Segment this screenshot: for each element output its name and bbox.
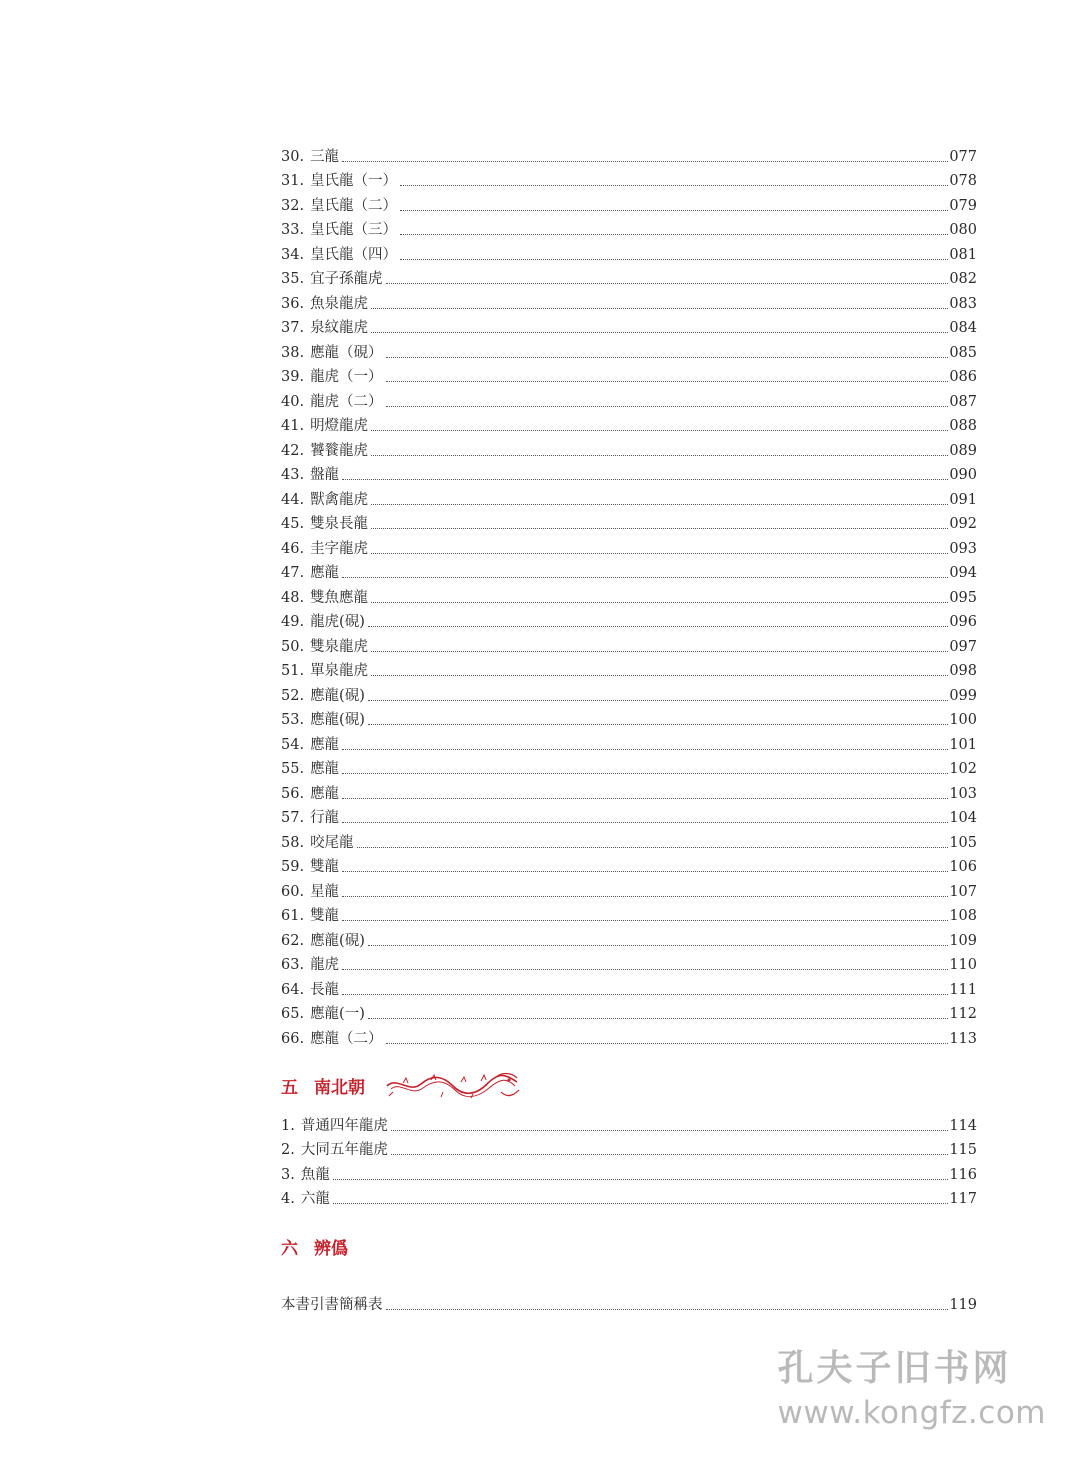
toc-entry [281,754,977,779]
toc-entry-title: 長龍 [310,981,340,998]
toc-entry-number: 63. [281,957,305,973]
dot-leader [342,871,948,872]
toc-entry-title: 應龍 [310,761,340,777]
dot-leader [333,1203,948,1204]
dot-leader [386,406,949,407]
toc-entry-number: 38. [281,344,305,361]
toc-entry-number: 45. [281,516,305,532]
toc-entry-page: 114 [949,1117,977,1134]
dot-leader [391,1130,948,1131]
toc-entry [281,264,977,289]
toc-entry-number: 54. [281,736,305,753]
toc-entry-page: 103 [949,785,977,802]
toc-entry-page: 080 [949,222,977,238]
toc-entry-page: 099 [949,687,977,704]
dot-leader [342,479,948,480]
toc-entry-number: 66. [281,1030,305,1047]
toc-entry-title: 雙龍 [310,859,340,875]
toc-list-main [281,141,977,1048]
dot-leader [371,528,948,529]
toc-entry-number: 30. [281,148,305,165]
toc-entry [281,509,977,534]
toc-entry-title: 龍虎(硯) [310,614,365,630]
toc-entry-number: 49. [281,614,305,630]
toc-entry-title: 應龍(硯) [310,687,365,704]
toc-entry-page: 082 [949,271,977,287]
toc-entry-title: 星龍 [310,883,340,900]
toc-entry-number: 65. [281,1006,305,1022]
toc-entry-number: 58. [281,834,305,851]
toc-entry-page: 112 [949,1006,977,1022]
toc-entry-title: 龍虎（二） [310,393,383,410]
toc-entry-page: 100 [949,712,977,728]
toc-entry-number: 35. [281,271,305,287]
toc-entry [281,631,977,656]
toc-entry [281,288,977,313]
toc-entry-page: 087 [949,393,977,410]
dot-leader [368,945,948,946]
toc-entry [281,558,977,583]
toc-entry-title: 應龍(一) [310,1006,365,1022]
toc-entry [281,656,977,681]
toc-entry-page: 081 [949,246,977,263]
toc-entry-page: 111 [949,981,977,998]
toc-entry-page: 093 [949,540,977,557]
toc-entry-page: 101 [949,736,977,753]
toc-entry-page: 108 [949,908,977,924]
dot-leader [371,504,948,505]
toc-entry-number: 50. [281,638,305,655]
toc-entry-page: 102 [949,761,977,777]
toc-entry-page: 091 [949,491,977,508]
toc-entry-number: 47. [281,565,305,581]
toc-entry-page: 119 [949,1296,977,1313]
dot-leader [342,994,948,995]
dot-leader [371,308,948,309]
toc-entry-page: 096 [949,614,977,630]
section-title: 南北朝 [314,1077,365,1098]
toc-entry [281,1184,977,1209]
toc-entry-title: 本書引書簡稱表 [281,1296,383,1313]
toc-entry [281,362,977,387]
dot-leader [342,798,948,799]
toc-entry-number: 61. [281,908,305,924]
toc-entry-page: 105 [949,834,977,851]
toc-entry-title: 魚龍 [300,1166,330,1183]
dot-leader [368,626,948,627]
toc-entry-number: 32. [281,197,305,214]
dot-leader [333,1179,948,1180]
toc-entry-title: 皇氏龍（四） [310,246,398,263]
dot-leader [342,773,948,774]
dot-leader [368,724,948,725]
toc-entry-number: 2. [281,1142,295,1158]
toc-entry [281,729,977,754]
dot-leader [371,675,948,676]
toc-entry-page: 098 [949,663,977,679]
toc-entry-title: 應龍 [310,785,340,802]
toc-entry [281,950,977,975]
toc-entry [281,337,977,362]
toc-entry [281,925,977,950]
dot-leader [368,1018,948,1019]
toc-entry-page: 107 [949,883,977,900]
toc-entry-number: 4. [281,1191,295,1207]
toc-entry-title: 行龍 [310,810,340,826]
toc-entry-number: 59. [281,859,305,875]
toc-entry-title: 明燈龍虎 [310,418,369,434]
toc-entry [281,680,977,705]
toc-entry-title: 咬尾龍 [310,834,354,851]
toc-entry-number: 51. [281,663,305,679]
toc-entry-number: 42. [281,442,305,459]
toc-entry-title: 龍虎 [310,957,340,973]
toc-entry [281,239,977,264]
toc-entry-page: 109 [949,932,977,949]
toc-entry [281,141,977,166]
toc-entry-page: 116 [949,1166,977,1183]
toc-entry-title: 普通四年龍虎 [300,1117,388,1134]
toc-entry-page: 083 [949,295,977,312]
watermark-url: www.kongfz.com [777,1395,1046,1431]
dot-leader [342,161,948,162]
watermark-name: 孔夫子旧书网 [777,1348,1012,1389]
toc-entry-page: 095 [949,589,977,606]
toc-entry-number: 41. [281,418,305,434]
toc-entry-page: 078 [949,173,977,189]
dot-leader [342,749,948,750]
toc-entry-page: 097 [949,638,977,655]
toc-entry-title: 泉紋龍虎 [310,320,369,336]
dot-leader [371,430,948,431]
dot-leader [400,185,948,186]
toc-entry-number: 37. [281,320,305,336]
toc-entry-page: 085 [949,344,977,361]
toc-entry [281,533,977,558]
toc-entry-title: 單泉龍虎 [310,663,369,679]
toc-entry-number: 52. [281,687,305,704]
section-number: 六 [281,1239,298,1259]
toc-entry-title: 魚泉龍虎 [310,295,369,312]
toc-entry-number: 3. [281,1166,295,1183]
toc-entry-title: 皇氏龍（二） [310,197,398,214]
toc-entry-page: 094 [949,565,977,581]
toc-entry [281,313,977,338]
dot-leader [400,210,948,211]
toc-entry [281,386,977,411]
toc-entry-number: 55. [281,761,305,777]
dot-leader [371,455,948,456]
toc-entry-title: 雙龍 [310,908,340,924]
toc-entry-number: 48. [281,589,305,606]
dot-leader [400,234,948,235]
toc-entry-title: 六龍 [300,1191,330,1207]
toc-entry-title: 圭字龍虎 [310,540,369,557]
toc-list-index [281,1289,977,1314]
toc-entry [281,190,977,215]
section-heading-nanbeichao [281,1070,523,1100]
toc-entry-title: 應龍 [310,565,340,581]
dot-leader [371,651,948,652]
toc-entry [281,1289,977,1314]
dot-leader [371,602,948,603]
toc-entry [281,901,977,926]
toc-entry-title: 皇氏龍（三） [310,222,398,238]
dot-leader [342,577,948,578]
toc-entry [281,1159,977,1184]
toc-entry-page: 106 [949,859,977,875]
toc-entry-title: 應龍 [310,736,340,753]
toc-entry-number: 53. [281,712,305,728]
toc-list-nanbeichao [281,1110,977,1208]
toc-entry-title: 大同五年龍虎 [300,1142,388,1158]
toc-entry [281,1023,977,1048]
dot-leader [342,896,948,897]
toc-entry-number: 43. [281,467,305,483]
toc-entry-number: 36. [281,295,305,312]
toc-entry [281,460,977,485]
toc-entry-number: 1. [281,1117,295,1134]
toc-entry-title: 龍虎（一） [310,369,383,385]
dot-leader [357,847,949,848]
toc-entry-title: 應龍（硯） [310,344,383,361]
toc-entry [281,215,977,240]
dragon-ornament-icon [383,1070,523,1100]
toc-entry-number: 31. [281,173,305,189]
toc-entry-title: 應龍（二） [310,1030,383,1047]
toc-entry-number: 46. [281,540,305,557]
toc-entry [281,999,977,1024]
toc-entry [281,705,977,730]
toc-entry [281,1135,977,1160]
toc-entry-page: 113 [949,1030,977,1047]
dot-leader [368,700,948,701]
dot-leader [400,259,948,260]
toc-entry-title: 三龍 [310,148,340,165]
toc-entry-title: 獸禽龍虎 [310,491,369,508]
toc-entry-title: 宜子孫龍虎 [310,271,383,287]
toc-entry-number: 56. [281,785,305,802]
toc-entry-title: 饕餮龍虎 [310,442,369,459]
toc-entry-title: 雙泉龍虎 [310,638,369,655]
toc-entry-page: 079 [949,197,977,214]
toc-entry-number: 64. [281,981,305,998]
toc-entry-page: 110 [949,957,977,973]
toc-entry [281,582,977,607]
toc-entry [281,484,977,509]
toc-entry-title: 應龍(硯) [310,932,365,949]
toc-entry-page: 084 [949,320,977,336]
toc-entry-title: 皇氏龍（一） [310,173,398,189]
dot-leader [386,1043,949,1044]
section-heading-bianwei [281,1234,348,1259]
dot-leader [386,381,949,382]
dot-leader [371,332,948,333]
toc-entry [281,974,977,999]
toc-entry [281,435,977,460]
section-title: 辨僞 [314,1239,348,1259]
toc-entry-number: 33. [281,222,305,238]
toc-entry [281,876,977,901]
dot-leader [371,553,948,554]
toc-entry-page: 089 [949,442,977,459]
toc-entry-page: 115 [949,1142,977,1158]
toc-entry-number: 40. [281,393,305,410]
toc-entry [281,1110,977,1135]
toc-entry [281,803,977,828]
toc-entry-page: 104 [949,810,977,826]
toc-entry [281,166,977,191]
dot-leader [342,822,948,823]
toc-entry-page: 090 [949,467,977,483]
toc-entry [281,778,977,803]
toc-entry [281,852,977,877]
toc-entry [281,607,977,632]
watermark [778,1340,1046,1431]
section-number: 五 [281,1077,298,1098]
dot-leader [342,920,948,921]
toc-entry-number: 60. [281,883,305,900]
toc-entry-title: 盤龍 [310,467,340,483]
toc-entry [281,827,977,852]
toc-entry-number: 62. [281,932,305,949]
toc-entry-page: 117 [949,1191,977,1207]
toc-entry-page: 088 [949,418,977,434]
toc-entry [281,411,977,436]
dot-leader [386,1309,949,1310]
dot-leader [386,357,949,358]
toc-entry-number: 34. [281,246,305,263]
toc-entry-number: 39. [281,369,305,385]
toc-entry-page: 077 [949,148,977,165]
toc-entry-page: 086 [949,369,977,385]
dot-leader [386,283,949,284]
dot-leader [342,969,948,970]
toc-entry-title: 應龍(硯) [310,712,365,728]
toc-entry-title: 雙泉長龍 [310,516,369,532]
toc-entry-page: 092 [949,516,977,532]
toc-entry-number: 57. [281,810,305,826]
dot-leader [391,1154,948,1155]
toc-entry-title: 雙魚應龍 [310,589,369,606]
toc-entry-number: 44. [281,491,305,508]
